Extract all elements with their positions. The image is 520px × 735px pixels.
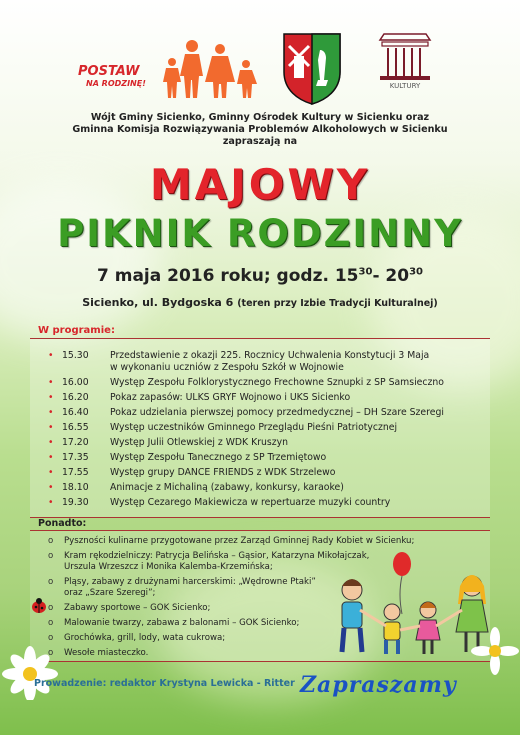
bullet: • — [48, 467, 54, 478]
columns-icon — [372, 30, 438, 82]
bullet: o — [48, 648, 54, 658]
programme-time: 17.20 — [62, 437, 89, 448]
intro-line-2: Gminna Komisja Rozwiązywania Problemów Alkoholowych w Sicienku — [72, 124, 448, 135]
ponadto-text — [64, 551, 369, 573]
programme-time: 16.20 — [62, 392, 89, 403]
programme-time: 18.10 — [62, 482, 89, 493]
event-date — [0, 266, 520, 286]
intro-line-1: Wójt Gminy Sicienko, Gminny Ośrodek Kultury w Sicienku oraz — [90, 112, 430, 123]
programme-heading: W programie: — [38, 325, 115, 336]
ponadto-text-line1: Pląsy, zabawy z drużynami harcerskimi: „Wędrowne Ptaki” — [64, 577, 316, 587]
gok-kultura-logo — [372, 30, 438, 108]
programme-time: 16.55 — [62, 422, 89, 433]
bullet: • — [48, 452, 54, 463]
programme-desc: Występ grupy DANCE FRIENDS z WDK Strzelewo — [110, 467, 336, 478]
ponadto-text-line2: Urszula Wrzeszcz i Monika Kalemba-Krzemińska; — [64, 562, 273, 572]
bullet: o — [48, 536, 54, 546]
host-text: Prowadzenie: redaktor Krystyna Lewicka - Ritter — [34, 678, 295, 689]
bullet: • — [48, 422, 54, 433]
event-place — [0, 296, 520, 309]
bullet: • — [48, 482, 54, 493]
bullet: • — [48, 350, 54, 361]
programme-desc: Występ Cezarego Makiewicza w repertuarze muzyki country — [110, 497, 391, 508]
ponadto-text: Zabawy sportowe – GOK Sicienko; — [64, 603, 211, 613]
programme-desc: Występ Zespołu Folklorystycznego Frechowne Sznupki z SP Samsieczno — [110, 377, 444, 388]
bullet: o — [48, 603, 54, 613]
programme-time: 16.00 — [62, 377, 89, 388]
date-text: 7 maja 2016 roku; godz. 15 — [96, 266, 359, 286]
ponadto-heading: Ponadto: — [38, 518, 87, 529]
ponadto-text: Malowanie twarzy, zabawa z balonami – GOK Sicienko; — [64, 618, 300, 628]
programme-desc: Występ Zespołu Tanecznego z SP Trzemiętowo — [110, 452, 327, 463]
place-note: (teren przy Izbie Tradycji Kulturalnej) — [237, 298, 438, 309]
programme-desc-line2: w wykonaniu uczniów z Zespołu Szkół w Wojnowie — [110, 362, 344, 373]
postaw-logo-line2: NA RODZINĘ! — [86, 79, 146, 88]
bullet: o — [48, 633, 54, 643]
postaw-na-rodzine-logo — [78, 38, 268, 98]
ponadto-text: Grochówka, grill, lody, wata cukrowa; — [64, 633, 226, 643]
coat-of-arms-icon — [280, 30, 344, 106]
daisy-icon — [470, 626, 520, 676]
title-majowy: MAJOWY — [149, 160, 371, 209]
ponadto-text-line1: Kram rękodzielniczy: Patrycja Belińska – Gąsior, Katarzyna Mikołajczak, — [64, 551, 370, 561]
daisy-icon — [0, 640, 70, 700]
bullet: o — [48, 577, 54, 587]
ponadto-text: Pyszności kulinarne przygotowane przez Zarząd Gminnej Rady Kobiet w Sicienku; — [64, 536, 415, 546]
organizers-text — [40, 112, 480, 148]
bullet: • — [48, 392, 54, 403]
programme-desc-line1: Przedstawienie z okazji 225. Rocznicy Uchwalenia Konstytucji 3 Maja — [110, 350, 430, 361]
ponadto-text — [64, 577, 316, 599]
programme-time: 16.40 — [62, 407, 89, 418]
date-dash: - 20 — [372, 266, 410, 286]
bullet: • — [48, 377, 54, 388]
programme-desc: Pokaz zapasów: ULKS GRYF Wojnowo i UKS Sicienko — [110, 392, 351, 403]
start-minutes: 30 — [358, 266, 373, 278]
programme-desc — [110, 350, 490, 374]
family-icon — [158, 38, 268, 100]
ponadto-text-line2: oraz „Szare Szeregi”; — [64, 588, 156, 598]
programme-desc: Pokaz udzielania pierwszej pomocy przedmedycznej – DH Szare Szeregi — [110, 407, 444, 418]
programme-time: 17.55 — [62, 467, 89, 478]
invite-text: Zapraszamy — [300, 672, 457, 698]
ponadto-text: Wesołe miasteczko. — [64, 648, 149, 658]
end-minutes: 30 — [409, 266, 423, 278]
ladybug-icon — [30, 598, 48, 614]
programme-desc: Występ uczestników Gminnego Przeglądu Pieśni Patriotycznej — [110, 422, 398, 433]
programme-time: 15.30 — [62, 350, 89, 361]
bullet: o — [48, 551, 54, 561]
programme-desc: Występ Julii Otlewskiej z WDK Kruszyn — [110, 437, 289, 448]
bullet: o — [48, 618, 54, 628]
programme-list — [30, 338, 490, 518]
postaw-logo-line1: POSTAW — [78, 64, 140, 79]
place-main: Sicienko, ul. Bydgoska 6 — [82, 296, 234, 309]
programme-time: 19.30 — [62, 497, 89, 508]
programme-desc: Animacje z Michaliną (zabawy, konkursy, karaoke) — [110, 482, 344, 493]
intro-line-3: zapraszają na — [222, 136, 298, 147]
kultura-label: KULTURY — [389, 82, 421, 90]
bullet: • — [48, 437, 54, 448]
postaw-logo-text — [78, 66, 146, 90]
bullet: • — [48, 497, 54, 508]
programme-time: 17.35 — [62, 452, 89, 463]
bullet: • — [48, 407, 54, 418]
title-piknik-rodzinny: PIKNIK RODZINNY — [57, 212, 463, 255]
